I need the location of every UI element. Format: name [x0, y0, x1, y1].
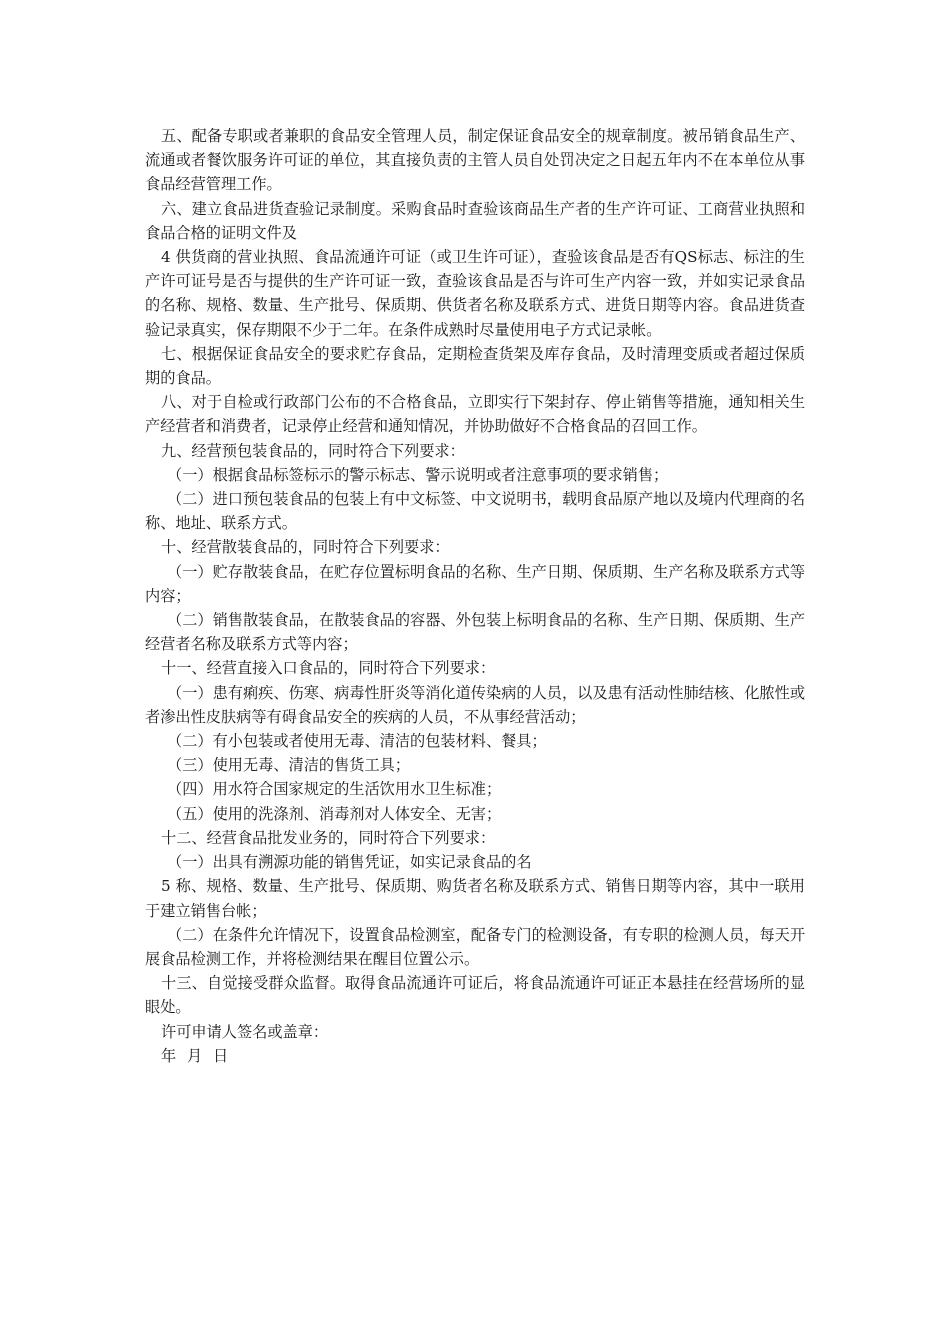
clause-11-item-3: （三）使用无毒、清洁的售货工具；: [167, 756, 410, 775]
clause-8: 八、对于自检或行政部门公布的不合格食品，立即实行下架封存、停止销售等措施，通知相关生产经营者和消费者，记录停止经营和通知情况，并协助做好不合格食品的召回工作。: [145, 393, 805, 436]
clause-6-continued: 4 供货商的营业执照、食品流通许可证（或卫生许可证），查验该食品是否有QS标志、标注的生产许可证号是否与提供的生产许可证一致，查验该食品是否与许可生产内容一致，并如实记录食品的名称、规格、数量、生产批号、保质期、供货者名称及联系方式、进货日期等内容。食品进货查验记录真实，保存期限不少于二年。在条件成熟时尽量使用电子方式记录帐。: [145, 248, 805, 339]
clause-9-item-2: （二）进口预包装食品的包装上有中文标签、中文说明书，载明食品原产地以及境内代理商的名称、地址、联系方式。: [145, 490, 805, 533]
clause-11-item-1: （一）患有痢疾、伤寒、病毒性肝炎等消化道传染病的人员，以及患有活动性肺结核、化脓性或者渗出性皮肤病等有碍食品安全的疾病的人员，不从事经营活动；: [145, 683, 805, 726]
clause-12-item-1: （一）出具有溯源功能的销售凭证，如实记录食品的名: [167, 853, 532, 872]
clause-7: 七、根据保证食品安全的要求贮存食品，定期检查货架及库存食品，及时清理变质或者超过保质期的食品。: [145, 344, 805, 388]
signature-label: 许可申请人签名或盖章：: [161, 1022, 329, 1041]
clause-10-item-1: （一）贮存散装食品，在贮存位置标明食品的名称、生产日期、保质期、生产名称及联系方式等内容；: [145, 562, 805, 605]
clause-9-item-1: （一）根据食品标签标示的警示标志、警示说明或者注意事项的要求销售；: [167, 465, 669, 484]
date-line: 年 月 日: [161, 1046, 229, 1065]
clause-13: 十三、自觉接受群众监督。取得食品流通许可证后，将食品流通许可证正本悬挂在经营场所的显眼处。: [145, 974, 805, 1017]
clause-5: 五、配备专职或者兼职的食品安全管理人员，制定保证食品安全的规章制度。被吊销食品生产、流通或者餐饮服务许可证的单位，其直接负责的主管人员自处罚决定之日起五年内不在本单位从事食品经营管理工作。: [145, 127, 805, 194]
clause-10-item-2: （二）销售散装食品，在散装食品的容器、外包装上标明食品的名称、生产日期、保质期、生产经营者名称及联系方式等内容；: [145, 611, 805, 654]
clause-12-item-2: （二）在条件允许情况下，设置食品检测室，配备专门的检测设备，有专职的检测人员，每天开展食品检测工作，并将检测结果在醒目位置公示。: [145, 925, 805, 968]
clause-11: 十一、经营直接入口食品的，同时符合下列要求：: [161, 659, 496, 678]
clause-11-item-5: （五）使用的洗涤剂、消毒剂对人体安全、无害；: [167, 804, 502, 823]
clause-9: 九、经营预包装食品的，同时符合下列要求：: [161, 441, 465, 460]
clause-6: 六、建立食品进货查验记录制度。采购食品时查验该商品生产者的生产许可证、工商营业执照和食品合格的证明文件及: [145, 199, 805, 242]
clause-10: 十、经营散装食品的，同时符合下列要求：: [161, 538, 450, 557]
clause-12: 十二、经营食品批发业务的，同时符合下列要求：: [161, 828, 496, 847]
clause-11-item-4: （四）用水符合国家规定的生活饮用水卫生标准；: [167, 780, 502, 799]
clause-11-item-2: （二）有小包装或者使用无毒、清洁的包装材料、餐具；: [167, 732, 547, 751]
document-page: [145, 124, 805, 1068]
clause-12-item-1-continued: 5 称、规格、数量、生产批号、保质期、购货者名称及联系方式、销售日期等内容，其中一联用于建立销售台帐；: [145, 877, 805, 920]
